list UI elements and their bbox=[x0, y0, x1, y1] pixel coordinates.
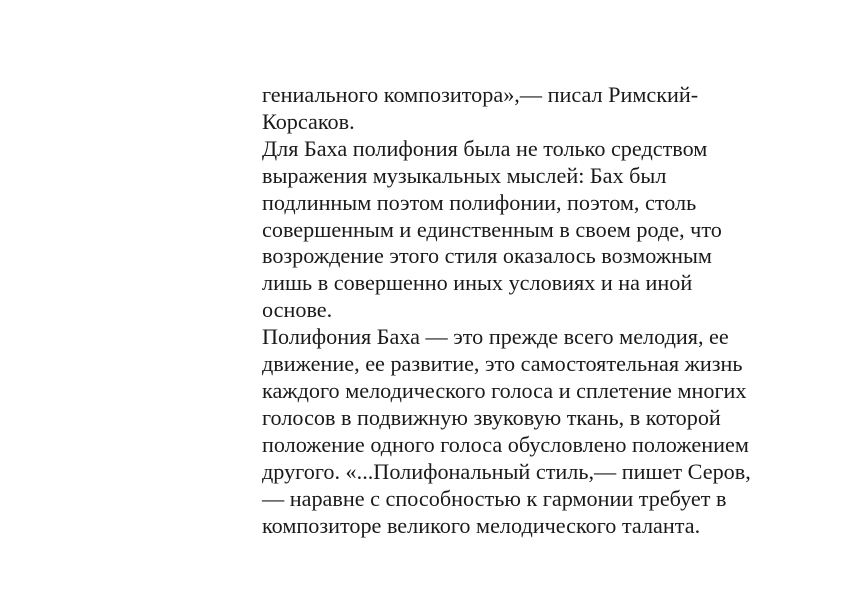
text-line: гениального композитора»,— писал Римский- bbox=[262, 82, 699, 107]
text-line: движение, ее развитие, это самостоятельная жизнь bbox=[262, 351, 743, 377]
text-line: выражения музыкальных мыслей: Бах был bbox=[262, 162, 667, 188]
text-line: совершенным и единственным в своем роде, что bbox=[262, 216, 722, 242]
text-line: голосов в подвижную звуковую ткань, в которой bbox=[262, 404, 721, 430]
text-line: каждого мелодического голоса и сплетение многих bbox=[262, 377, 747, 403]
text-line: Полифония Баха — это прежде всего мелодия, ее bbox=[262, 324, 729, 350]
text-line: подлинным поэтом полифонии, поэтом, столь bbox=[262, 189, 697, 215]
text-line: Корсаков. bbox=[262, 108, 355, 134]
text-line: Для Баха полифония была не только средством bbox=[262, 135, 708, 161]
text-line: другого. «...Полифональный стиль,— пишет Серов, bbox=[262, 458, 751, 484]
text-line: возрождение этого стиля оказалось возможным bbox=[262, 243, 712, 269]
text-line: композиторе великого мелодического таланта. bbox=[262, 512, 701, 538]
text-line: — наравне с способностью к гармонии требует в bbox=[262, 485, 727, 511]
text-line: лишь в совершенно иных условиях и на иной bbox=[262, 270, 693, 296]
text-line: основе. bbox=[262, 297, 333, 323]
text-line: положение одного голоса обусловлено положением bbox=[262, 431, 749, 457]
document-text bbox=[262, 82, 762, 539]
